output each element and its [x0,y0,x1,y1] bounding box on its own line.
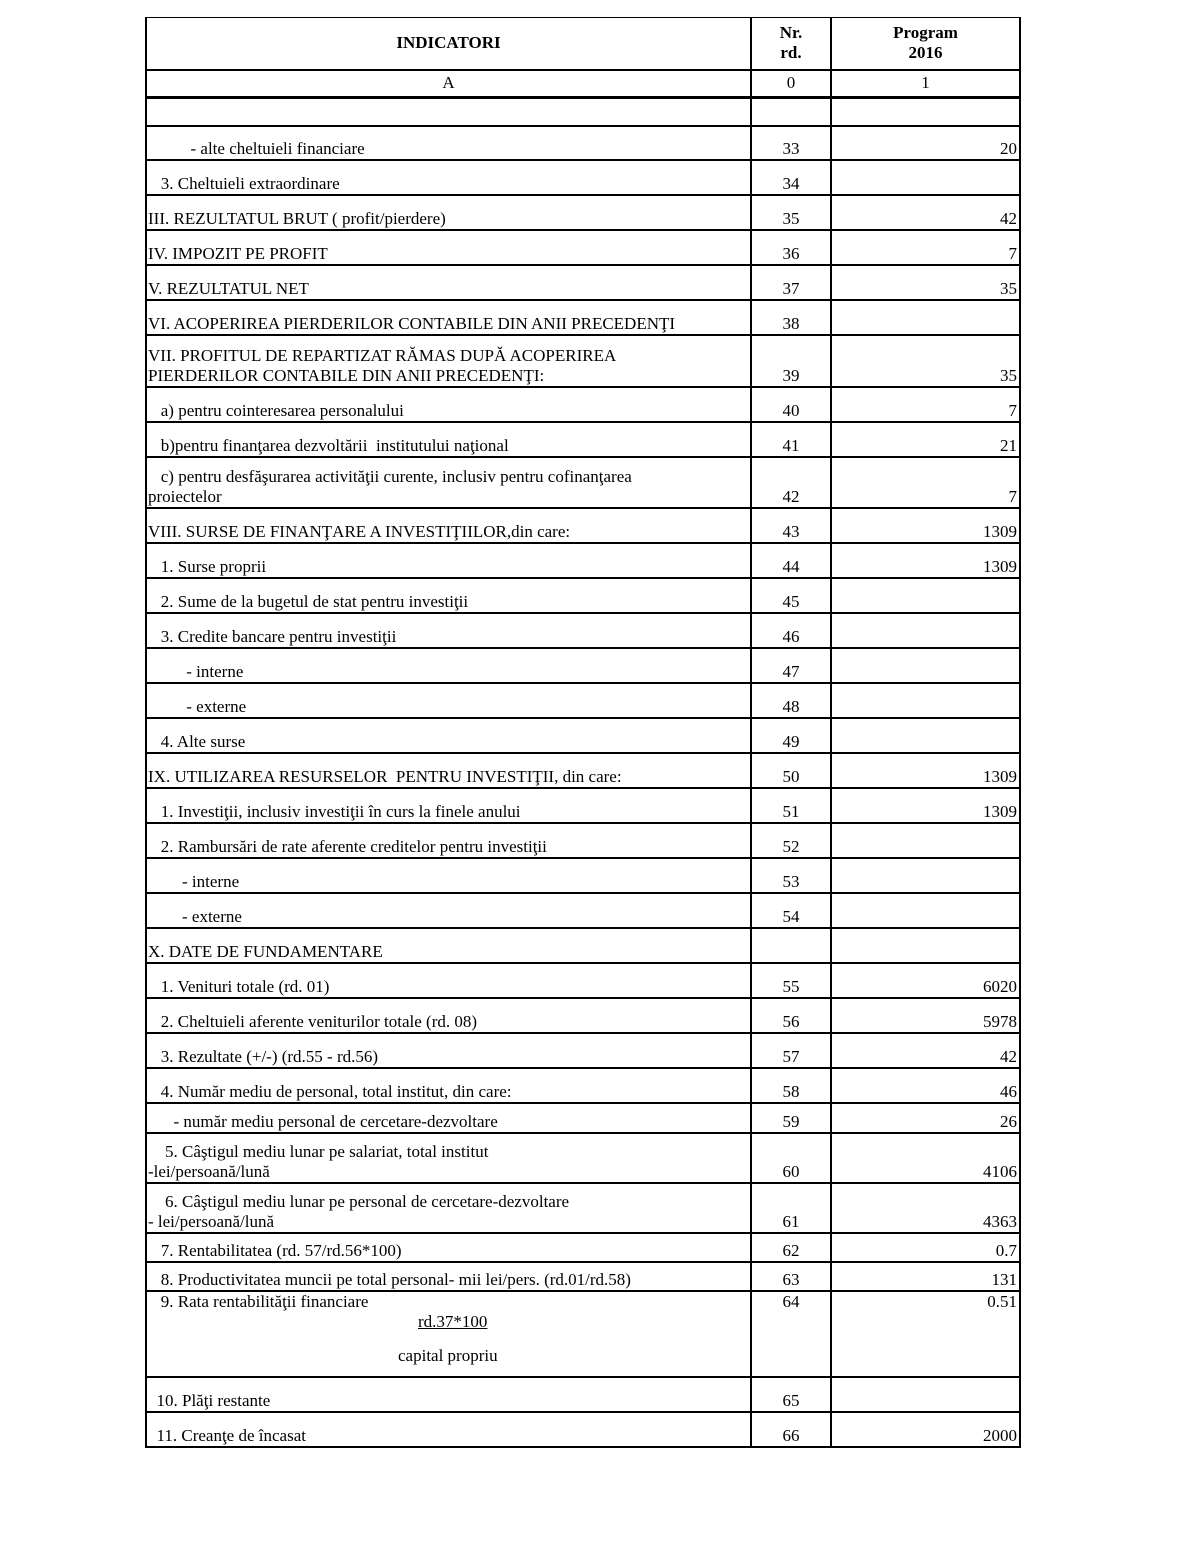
table-row [146,335,1020,387]
indicator-cell: 5. Câştigul mediu lunar pe salariat, total institut -lei/persoană/lună [146,1133,751,1183]
indicator-cell: III. REZULTATUL BRUT ( profit/pierdere) [146,195,751,230]
indicators-table [145,17,1021,1448]
program-value-cell [831,718,1020,753]
indicator-cell: 3. Cheltuieli extraordinare [146,160,751,195]
indicator-cell: VI. ACOPERIREA PIERDERILOR CONTABILE DIN ANII PRECEDENŢI [146,300,751,335]
table-row [146,893,1020,928]
formula-numerator: rd.37*100 [418,1311,488,1331]
row-number-cell: 62 [751,1233,831,1262]
indicator-cell [146,98,751,126]
row-number-cell: 38 [751,300,831,335]
indicator-cell: 10. Plăţi restante [146,1377,751,1412]
indicator-cell: 4. Alte surse [146,718,751,753]
table-row [146,1183,1020,1233]
table-row [146,823,1020,858]
table-row [146,126,1020,160]
table-row [146,1233,1020,1262]
program-value-cell: 35 [831,335,1020,387]
program-value-cell [831,823,1020,858]
table-row [146,858,1020,893]
table-row [146,1133,1020,1183]
indicator-cell: V. REZULTATUL NET [146,265,751,300]
row-number-cell: 54 [751,893,831,928]
indicator-cell: 2. Sume de la bugetul de stat pentru investiţii [146,578,751,613]
indicator-cell: - număr mediu personal de cercetare-dezvoltare [146,1103,751,1133]
program-value-cell: 20 [831,126,1020,160]
table-row [146,648,1020,683]
indicator-cell: - externe [146,683,751,718]
row-number-cell: 58 [751,1068,831,1103]
indicator-cell: 1. Surse proprii [146,543,751,578]
table-row [146,578,1020,613]
formula-denominator: capital propriu [398,1345,498,1365]
program-value-cell [831,1377,1020,1412]
program-value-cell: 131 [831,1262,1020,1291]
row-number-cell: 45 [751,578,831,613]
table-row [146,230,1020,265]
program-value-cell: 42 [831,195,1020,230]
program-value-cell: 1309 [831,543,1020,578]
table-body [146,98,1020,1447]
program-value-cell: 4106 [831,1133,1020,1183]
column-index-1: 1 [831,70,1020,98]
indicator-cell: 11. Creanţe de încasat [146,1412,751,1447]
header-program: Program 2016 [831,18,1020,70]
indicator-cell: 3. Credite bancare pentru investiţii [146,613,751,648]
header-indicatori: INDICATORI [146,18,751,70]
program-value-cell: 4363 [831,1183,1020,1233]
indicator-cell: - alte cheltuieli financiare [146,126,751,160]
row-number-cell: 40 [751,387,831,422]
program-value-cell: 26 [831,1103,1020,1133]
program-value-cell: 5978 [831,998,1020,1033]
table-row [146,928,1020,963]
row-number-cell: 57 [751,1033,831,1068]
column-index-a: A [146,70,751,98]
table-header-row [146,18,1020,70]
table-row [146,265,1020,300]
program-value-cell [831,300,1020,335]
table-row [146,683,1020,718]
table-row [146,387,1020,422]
program-value-cell: 35 [831,265,1020,300]
row-number-cell: 36 [751,230,831,265]
program-value-cell [831,893,1020,928]
row-number-cell: 46 [751,613,831,648]
table-row [146,422,1020,457]
program-value-cell: 7 [831,387,1020,422]
indicator-cell: 3. Rezultate (+/-) (rd.55 - rd.56) [146,1033,751,1068]
program-value-cell [831,98,1020,126]
row-number-cell: 42 [751,457,831,508]
indicator-cell: - externe [146,893,751,928]
indicator-cell: - interne [146,858,751,893]
row-number-cell: 55 [751,963,831,998]
program-value-cell: 2000 [831,1412,1020,1447]
table-row [146,613,1020,648]
indicator-cell: IX. UTILIZAREA RESURSELOR PENTRU INVESTIŢII, din care: [146,753,751,788]
header-nr-rd: Nr. rd. [751,18,831,70]
program-value-cell: 46 [831,1068,1020,1103]
table-row [146,508,1020,543]
program-value-cell [831,683,1020,718]
indicator-cell: 7. Rentabilitatea (rd. 57/rd.56*100) [146,1233,751,1262]
table-row [146,788,1020,823]
program-value-cell: 1309 [831,508,1020,543]
row-number-cell: 65 [751,1377,831,1412]
row-number-cell: 37 [751,265,831,300]
indicator-cell: 1. Investiţii, inclusiv investiţii în curs la finele anului [146,788,751,823]
row-number-cell [751,98,831,126]
indicator-cell: 4. Număr mediu de personal, total institut, din care: [146,1068,751,1103]
formula [148,1312,749,1366]
table-row [146,1103,1020,1133]
indicator-label: 9. Rata rentabilităţii financiare [148,1291,369,1311]
table-row [146,160,1020,195]
row-number-cell: 63 [751,1262,831,1291]
row-number-cell: 53 [751,858,831,893]
program-value-cell [831,613,1020,648]
indicator-cell: X. DATE DE FUNDAMENTARE [146,928,751,963]
row-number-cell: 49 [751,718,831,753]
program-value-cell [831,648,1020,683]
program-value-cell: 21 [831,422,1020,457]
program-value-cell [831,928,1020,963]
program-value-cell [831,578,1020,613]
indicator-cell: b)pentru finanţarea dezvoltării institutului naţional [146,422,751,457]
row-number-cell: 47 [751,648,831,683]
program-value-cell: 1309 [831,753,1020,788]
row-number-cell: 60 [751,1133,831,1183]
table-row [146,543,1020,578]
table-row [146,998,1020,1033]
row-number-cell: 35 [751,195,831,230]
indicator-cell: a) pentru cointeresarea personalului [146,387,751,422]
indicator-cell: VII. PROFITUL DE REPARTIZAT RĂMAS DUPĂ ACOPERIREA PIERDERILOR CONTABILE DIN ANII PRECEDENŢI: [146,335,751,387]
row-number-cell: 50 [751,753,831,788]
indicator-cell: c) pentru desfăşurarea activităţii curente, inclusiv pentru cofinanţarea proiectelor [146,457,751,508]
indicator-cell: 2. Rambursări de rate aferente creditelor pentru investiţii [146,823,751,858]
indicator-cell: IV. IMPOZIT PE PROFIT [146,230,751,265]
row-number-cell [751,928,831,963]
table-row [146,1412,1020,1447]
row-number-cell: 34 [751,160,831,195]
table-row [146,300,1020,335]
table-row [146,1033,1020,1068]
row-number-cell: 61 [751,1183,831,1233]
indicator-cell: 6. Câştigul mediu lunar pe personal de cercetare-dezvoltare - lei/persoană/lună [146,1183,751,1233]
row-number-cell: 33 [751,126,831,160]
program-value-cell [831,858,1020,893]
row-number-cell: 44 [751,543,831,578]
indicator-cell: 2. Cheltuieli aferente veniturilor totale (rd. 08) [146,998,751,1033]
table-row [146,718,1020,753]
row-number-cell: 39 [751,335,831,387]
program-value-cell: 42 [831,1033,1020,1068]
row-number-cell: 51 [751,788,831,823]
row-number-cell: 43 [751,508,831,543]
row-number-cell: 52 [751,823,831,858]
row-number-cell: 41 [751,422,831,457]
indicator-cell: - interne [146,648,751,683]
table-row [146,963,1020,998]
table-row [146,753,1020,788]
indicator-cell: VIII. SURSE DE FINANŢARE A INVESTIŢIILOR,din care: [146,508,751,543]
row-number-cell: 59 [751,1103,831,1133]
column-index-0: 0 [751,70,831,98]
program-value-cell: 6020 [831,963,1020,998]
table-row [146,1377,1020,1412]
program-value-cell: 0.7 [831,1233,1020,1262]
program-value-cell: 7 [831,457,1020,508]
row-number-cell: 56 [751,998,831,1033]
table-row [146,1068,1020,1103]
row-number-cell: 48 [751,683,831,718]
table-row [146,98,1020,126]
table-row [146,457,1020,508]
row-number-cell: 66 [751,1412,831,1447]
indicator-cell: 1. Venituri totale (rd. 01) [146,963,751,998]
program-value-cell: 7 [831,230,1020,265]
table-row [146,1291,1020,1377]
indicator-cell: 8. Productivitatea muncii pe total personal- mii lei/pers. (rd.01/rd.58) [146,1262,751,1291]
program-value-cell [831,160,1020,195]
program-value-cell: 0.51 [831,1291,1020,1377]
row-number-cell: 64 [751,1291,831,1377]
column-index-row [146,70,1020,98]
table-row [146,1262,1020,1291]
indicator-cell [146,1291,751,1377]
program-value-cell: 1309 [831,788,1020,823]
table-row [146,195,1020,230]
